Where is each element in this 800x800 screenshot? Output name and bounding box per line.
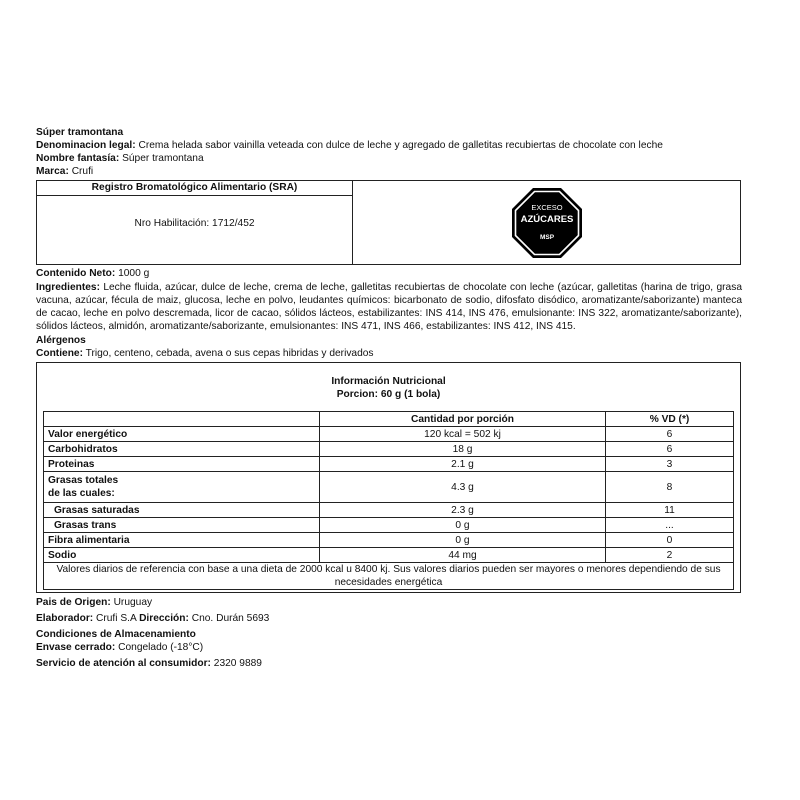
nutrient-name: Carbohidratos	[44, 442, 320, 457]
legal-name-label: Denominacion legal:	[36, 140, 136, 151]
label-document	[36, 126, 742, 670]
nutrition-table	[43, 411, 734, 590]
net-content-line	[36, 267, 742, 280]
brand-label: Marca:	[36, 166, 69, 177]
nutrient-vd: 6	[606, 442, 734, 457]
nutrition-footnote-row	[44, 563, 734, 590]
table-row	[44, 427, 734, 442]
legal-name-value: Crema helada sabor vainilla veteada con dulce de leche y agregado de galletitas recubiertas de chocolate con leche	[138, 140, 663, 151]
nutrient-vd: 8	[606, 472, 734, 503]
nutrient-name: Valor energético	[44, 427, 320, 442]
nutrient-name	[44, 472, 320, 503]
brand-value: Crufi	[71, 166, 94, 177]
nutrition-heading	[43, 375, 734, 401]
nutrient-name-line2: de las cuales:	[48, 488, 115, 499]
brand-line	[36, 165, 742, 178]
table-row	[44, 548, 734, 563]
nutrient-amount: 18 g	[320, 442, 606, 457]
fantasy-name-value: Súper tramontana	[122, 153, 204, 164]
legal-name-line	[36, 139, 742, 152]
net-content-label: Contenido Neto:	[36, 268, 116, 279]
storage-label: Envase cerrado:	[36, 642, 116, 653]
registry-right	[353, 181, 740, 264]
nutrient-amount: 120 kcal = 502 kj	[320, 427, 606, 442]
nutrient-vd: 6	[606, 427, 734, 442]
seal-line2: AZÚCARES	[520, 213, 573, 225]
maker-line	[36, 612, 742, 625]
registry-heading: Registro Bromatológico Alimentario (SRA)	[37, 181, 352, 196]
service-value: 2320 9889	[213, 658, 262, 669]
fantasy-name-label: Nombre fantasía:	[36, 153, 120, 164]
net-content-value: 1000 g	[118, 268, 150, 279]
nutrient-amount: 44 mg	[320, 548, 606, 563]
seal-line1: EXCESO	[530, 202, 563, 212]
maker-value: Crufi S.A	[96, 613, 137, 624]
storage-title: Condiciones de Almacenamiento	[36, 629, 196, 640]
nutrient-name: Proteinas	[44, 457, 320, 472]
table-row	[44, 503, 734, 518]
nutrition-title: Información Nutricional	[331, 376, 446, 387]
nutrient-vd: ...	[606, 518, 734, 533]
table-row	[44, 442, 734, 457]
allergens-label: Contiene:	[36, 348, 83, 359]
nutrient-vd: 0	[606, 533, 734, 548]
header-vd: % VD (*)	[606, 412, 734, 427]
nutrient-vd: 3	[606, 457, 734, 472]
table-row	[44, 533, 734, 548]
table-row	[44, 518, 734, 533]
table-row	[44, 472, 734, 503]
fantasy-name-line	[36, 152, 742, 165]
ingredients-label: Ingredientes:	[36, 282, 100, 293]
origin-label: Pais de Origen:	[36, 597, 111, 608]
nutrient-name: Fibra alimentaria	[44, 533, 320, 548]
table-row	[44, 457, 734, 472]
product-name: Súper tramontana	[36, 127, 124, 138]
registry-left	[37, 181, 353, 264]
nutrient-amount: 0 g	[320, 518, 606, 533]
nutrient-name-line1: Grasas totales	[48, 475, 119, 486]
maker-address-value: Cno. Durán 5693	[191, 613, 270, 624]
registry-box	[36, 180, 741, 265]
header-blank	[44, 412, 320, 427]
nutrient-name: Grasas trans	[44, 518, 320, 533]
nutrient-amount: 4.3 g	[320, 472, 606, 503]
ingredients-value: Leche fluida, azúcar, dulce de leche, crema de leche, galletitas recubiertas de chocolate con leche (azúcar, galletitas (harina de trigo, grasa vacuna, azúcar, fécula de maiz, glucosa, leche en polvo, leudantes químicos: bicarbonato de sodio, difosfato disódico, aromatizante/saborizante) manteca de cacao, leche en polvo descremada, licor de cacao, sólidos lácteos, estabilizantes: INS 414, INS 476, emulsionante: INS 322, aromatizante/saborizante), sólidos lácteos, almidón, aromatizante/saborizante, emulsionantes: INS 471, INS 466, estabilizantes: INS 412, INS 415.	[36, 282, 742, 332]
nutrition-header-row	[44, 412, 734, 427]
nutrition-footnote: Valores diarios de referencia con base a una dieta de 2000 kcal u 8400 kj. Sus valores diarios pueden ser mayores o menores dependiendo de sus necesidades energética	[44, 563, 734, 590]
nutrient-amount: 2.3 g	[320, 503, 606, 518]
nutrient-vd: 2	[606, 548, 734, 563]
excess-sugar-seal-icon	[511, 187, 583, 259]
allergens-line	[36, 347, 742, 360]
nutrition-box	[36, 362, 741, 593]
seal-line3: MSP	[539, 233, 554, 241]
maker-address-label: Dirección:	[139, 613, 189, 624]
nutrient-name: Grasas saturadas	[44, 503, 320, 518]
origin-value: Uruguay	[113, 597, 153, 608]
allergens-title: Alérgenos	[36, 335, 86, 346]
ingredients-paragraph	[36, 281, 742, 333]
storage-line	[36, 641, 742, 654]
service-line	[36, 657, 742, 670]
service-label: Servicio de atención al consumidor:	[36, 658, 211, 669]
storage-value: Congelado (-18°C)	[118, 642, 204, 653]
origin-line	[36, 596, 742, 609]
registry-number: Nro Habilitación: 1712/452	[134, 218, 255, 229]
nutrient-vd: 11	[606, 503, 734, 518]
nutrient-name: Sodio	[44, 548, 320, 563]
header-amount: Cantidad por porción	[320, 412, 606, 427]
nutrient-amount: 0 g	[320, 533, 606, 548]
allergens-value: Trigo, centeno, cebada, avena o sus cepas hibridas y derivados	[85, 348, 374, 359]
nutrition-portion: Porcion: 60 g (1 bola)	[336, 389, 441, 400]
nutrient-amount: 2.1 g	[320, 457, 606, 472]
maker-label: Elaborador:	[36, 613, 94, 624]
